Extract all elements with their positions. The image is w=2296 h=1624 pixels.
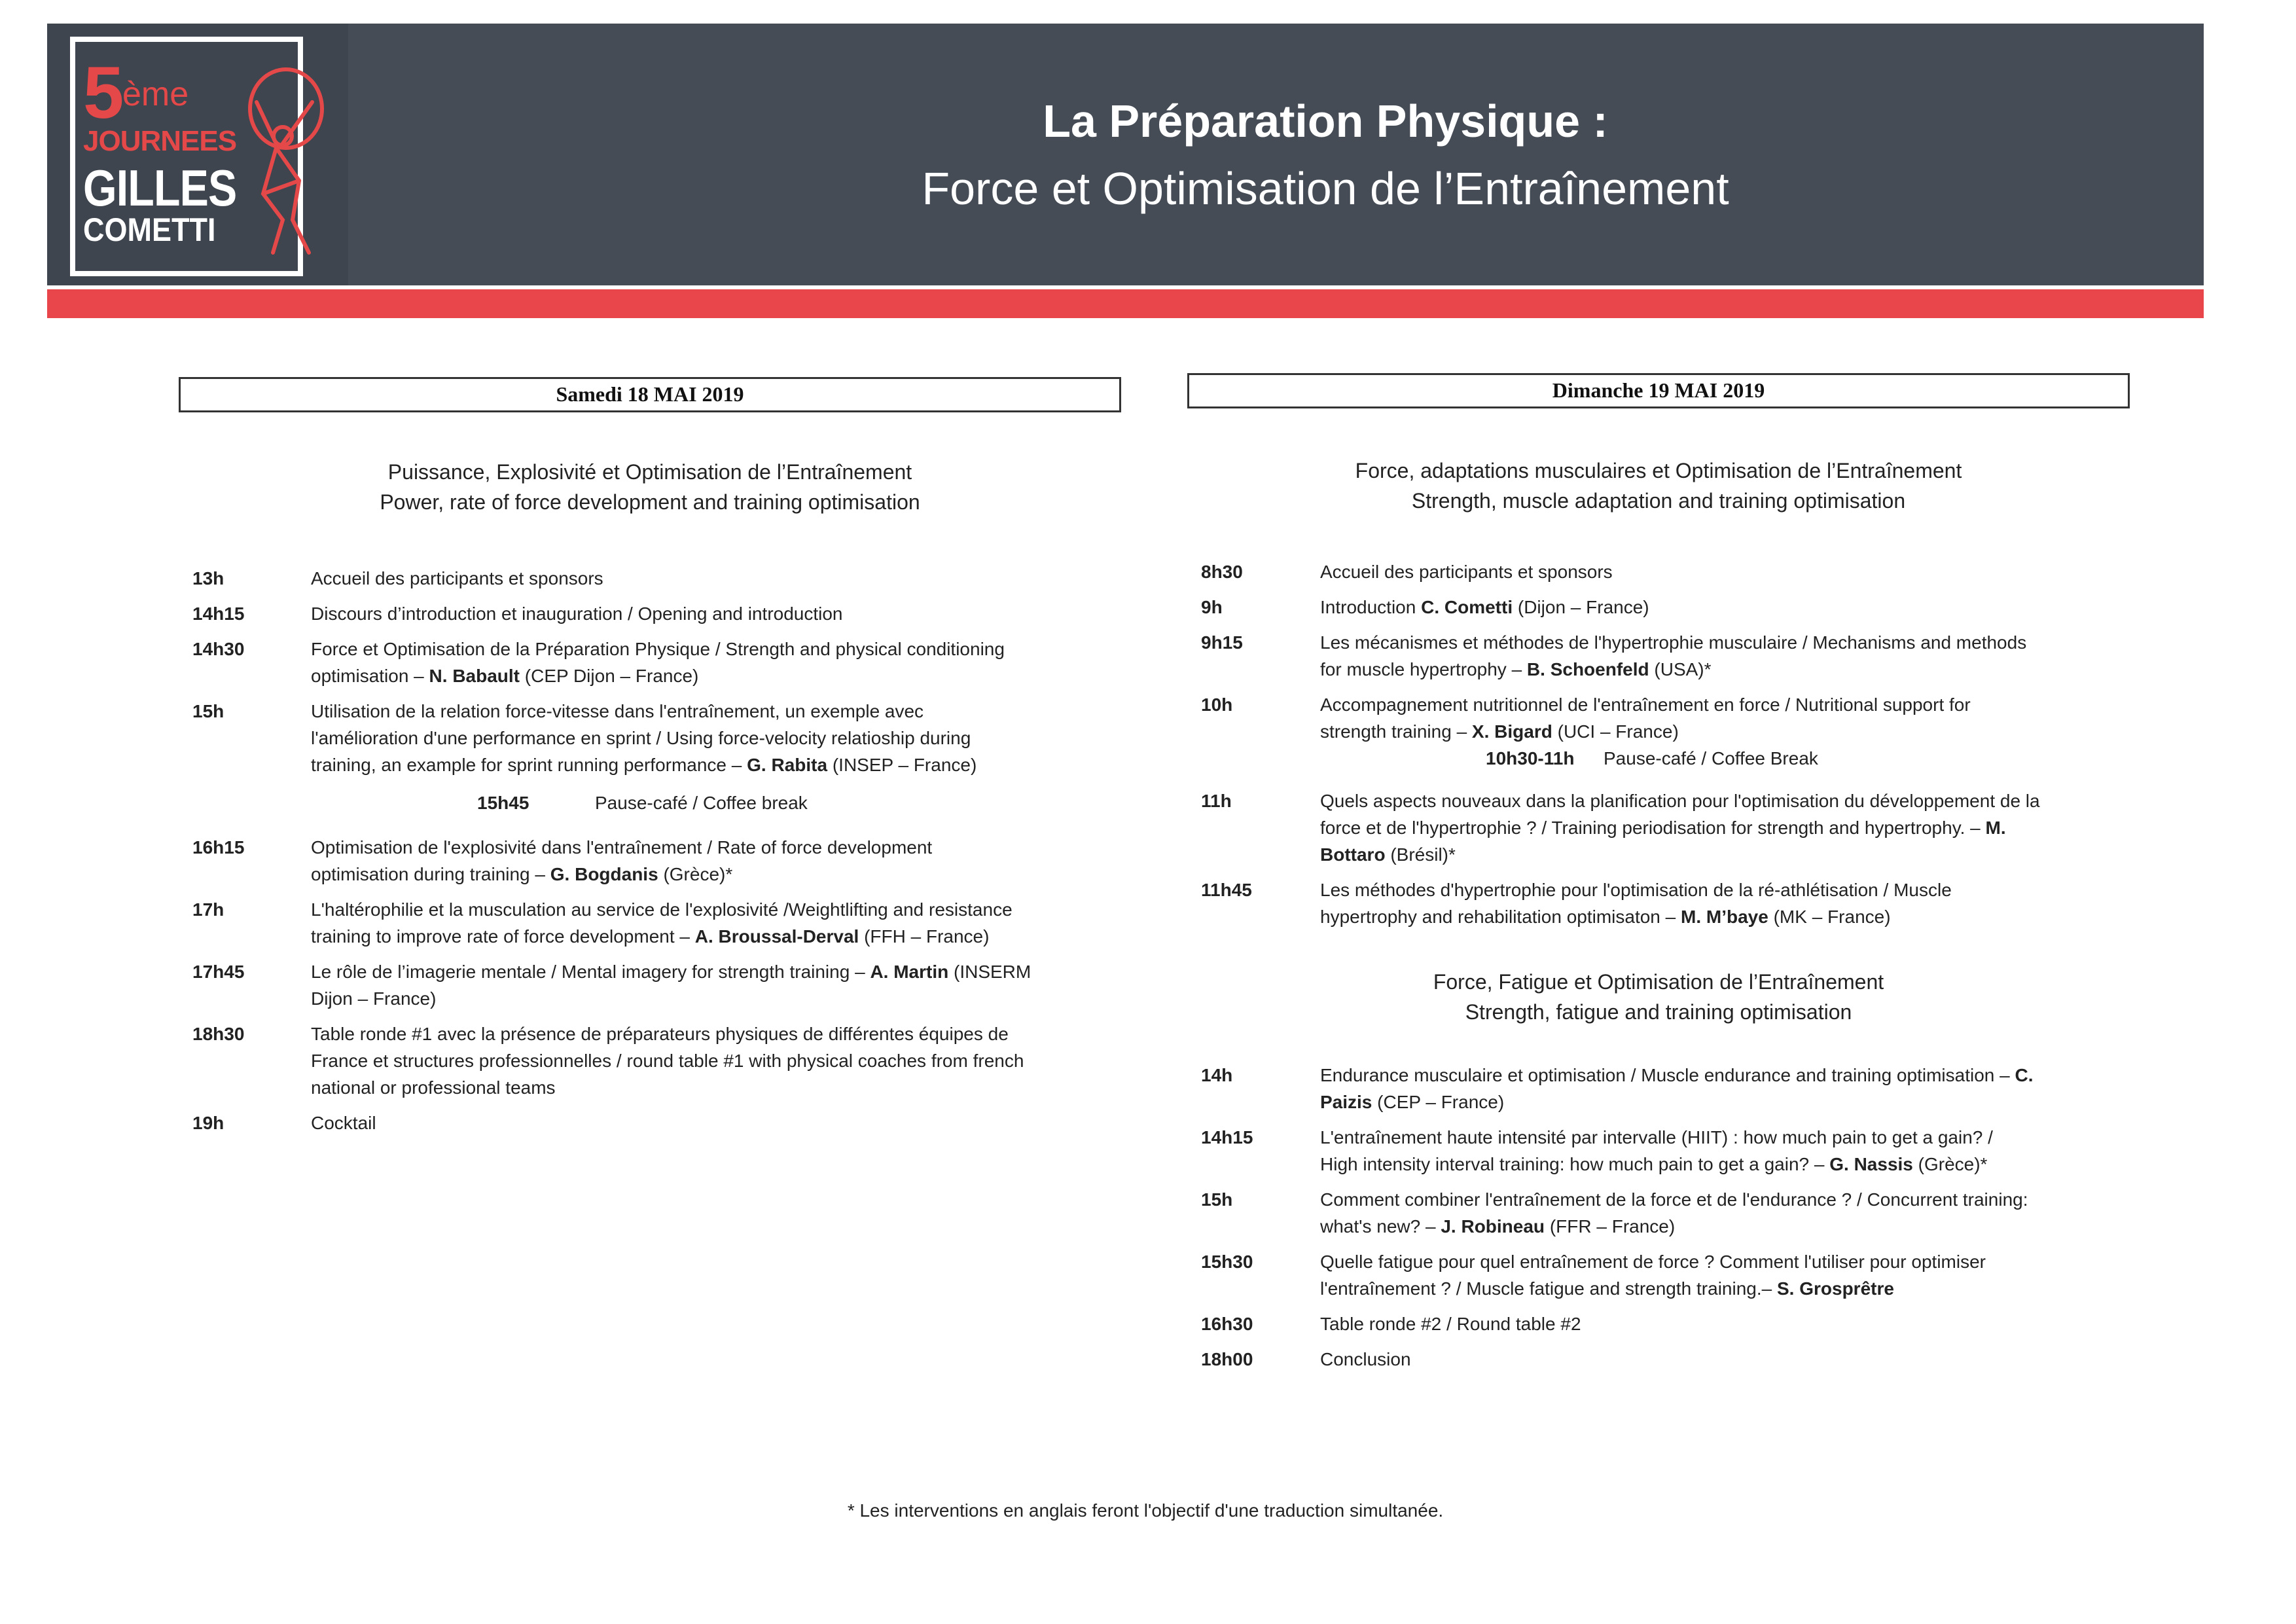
footnote: * Les interventions en anglais feront l'objectif d'une traduction simultanée. (847, 1500, 1444, 1521)
header-accent-bar (47, 289, 2204, 318)
schedule-description (311, 896, 1013, 950)
logo-suffix: ème (122, 75, 189, 113)
schedule-time: 10h (1201, 695, 1233, 715)
session-title-fr: Force, Fatigue et Optimisation de l’Entraînement (1433, 970, 1884, 994)
schedule-time: 9h (1201, 597, 1223, 617)
description-line: L'haltérophilie et la musculation au service de l'explosivité /Weightlifting and resistance (311, 899, 1013, 920)
schedule-time: 9h15 (1201, 632, 1243, 653)
description-line: High intensity interval training: how much pain to get a gain? – G. Nassis (Grèce)* (1320, 1154, 1988, 1174)
description-line: training to improve rate of force development – A. Broussal-Derval (FFH – France) (311, 926, 990, 947)
session-title-fr: Force, adaptations musculaires et Optimisation de l’Entraînement (1355, 459, 1962, 482)
schedule-description (311, 636, 1005, 689)
description-line: Discours d’introduction et inauguration / Opening and introduction (311, 604, 843, 624)
session-title-fr: Puissance, Explosivité et Optimisation de l’Entraînement (387, 460, 912, 484)
schedule-description (1320, 1248, 1986, 1302)
speaker-name: A. Martin (870, 962, 949, 982)
session-title-en: Strength, fatigue and training optimisation (1465, 1000, 1852, 1024)
session-title (1187, 456, 2130, 516)
logo-line3: COMETTI (83, 211, 216, 248)
schedule-description (311, 698, 977, 778)
speaker-name: X. Bigard (1471, 721, 1552, 742)
schedule-time: 19h (192, 1113, 224, 1133)
description-line: Comment combiner l'entraînement de la force et de l'endurance ? / Concurrent training: (1320, 1189, 2028, 1210)
description-line: Accompagnement nutritionnel de l'entraînement en force / Nutritional support for (1320, 695, 1971, 715)
description-line: Bottaro (Brésil)* (1320, 844, 1456, 865)
schedule-description (1320, 1062, 2033, 1115)
schedule-time: 8h30 (1201, 562, 1243, 582)
schedule-time: 16h30 (1201, 1314, 1253, 1334)
event-logo (47, 24, 348, 285)
schedule-description (311, 958, 1031, 1012)
description-line: l'amélioration d'une performance en sprint / Using force-velocity relatioship during (311, 728, 971, 748)
logo-line2: GILLES (83, 159, 237, 217)
schedule-description (1320, 876, 1952, 930)
description-line: Introduction C. Cometti (Dijon – France) (1320, 597, 1649, 617)
speaker-name: C. Cometti (1421, 597, 1513, 617)
description-line: optimisation – N. Babault (CEP Dijon – France) (311, 666, 699, 686)
weightlifter-figure-icon (237, 63, 335, 259)
speaker-name: G. Bogdanis (550, 864, 658, 884)
session-title (179, 457, 1121, 517)
description-line: Les méthodes d'hypertrophie pour l'optimisation de la ré-athlétisation / Muscle (1320, 880, 1952, 900)
day-header-sunday: Dimanche 19 MAI 2019 (1187, 373, 2130, 408)
description-line: Table ronde #1 avec la présence de préparateurs physiques de différentes équipes de (311, 1024, 1009, 1044)
description-line: L'entraînement haute intensité par intervalle (HIIT) : how much pain to get a gain? / (1320, 1127, 1993, 1147)
description-line: hypertrophy and rehabilitation optimisaton – M. M’baye (MK – France) (1320, 907, 1891, 927)
schedule-time: 15h (1201, 1189, 1233, 1210)
schedule-time: 14h15 (192, 604, 245, 624)
description-line: l'entraînement ? / Muscle fatigue and strength training.– S. Grosprêtre (1320, 1278, 1894, 1299)
coffee-break (477, 789, 808, 816)
day-header-saturday: Samedi 18 MAI 2019 (179, 377, 1121, 412)
schedule-description (1320, 594, 1649, 621)
description-line: Cocktail (311, 1113, 376, 1133)
speaker-name: B. Schoenfeld (1526, 659, 1649, 679)
speaker-name: M. M’baye (1681, 907, 1768, 927)
schedule-description (311, 1020, 1024, 1101)
page-subtitle: Force et Optimisation de l’Entraînement (922, 163, 1729, 214)
description-line: Endurance musculaire et optimisation / Muscle endurance and training optimisation – C. (1320, 1065, 2034, 1085)
logo-line1: JOURNEES (83, 125, 237, 157)
schedule-time: 15h30 (1201, 1252, 1253, 1272)
description-line: Conclusion (1320, 1349, 1411, 1369)
break-label: Pause-café / Coffee Break (1604, 748, 1818, 768)
description-line: Quelle fatigue pour quel entraînement de force ? Comment l'utiliser pour optimiser (1320, 1252, 1986, 1272)
break-label: Pause-café / Coffee break (595, 793, 808, 813)
schedule-time: 17h45 (192, 962, 245, 982)
schedule-description (1320, 787, 2040, 868)
schedule-time: 11h45 (1201, 880, 1252, 900)
session-title (1187, 967, 2130, 1027)
speaker-name: M. (1985, 818, 2006, 838)
schedule-time: 15h (192, 701, 224, 721)
schedule-time: 17h (192, 899, 224, 920)
session-title-en: Strength, muscle adaptation and training optimisation (1411, 489, 1906, 513)
description-line: optimisation during training – G. Bogdanis (Grèce)* (311, 864, 733, 884)
schedule-time: 14h15 (1201, 1127, 1253, 1147)
schedule-description (1320, 558, 1613, 585)
coffee-break (1486, 745, 1818, 772)
schedule-time: 14h (1201, 1065, 1233, 1085)
speaker-name: S. Grosprêtre (1776, 1278, 1894, 1299)
speaker-name: G. Rabita (747, 755, 828, 775)
description-line: training, an example for sprint running performance – G. Rabita (INSEP – France) (311, 755, 977, 775)
speaker-name: C. (2015, 1065, 2034, 1085)
description-line: Utilisation de la relation force-vitesse dans l'entraînement, un exemple avec (311, 701, 924, 721)
schedule-description (311, 834, 932, 888)
header-banner (47, 24, 2204, 285)
schedule-description (311, 600, 843, 627)
schedule-description (1320, 1124, 1993, 1178)
schedule-description (1320, 691, 1971, 745)
description-line: Accueil des participants et sponsors (311, 568, 603, 588)
schedule-description (311, 565, 603, 592)
description-line: for muscle hypertrophy – B. Schoenfeld (USA)* (1320, 659, 1712, 679)
description-line: Force et Optimisation de la Préparation Physique / Strength and physical conditioning (311, 639, 1005, 659)
description-line: Optimisation de l'explosivité dans l'entraînement / Rate of force development (311, 837, 933, 857)
description-line: Paizis (CEP – France) (1320, 1092, 1505, 1112)
speaker-name: G. Nassis (1829, 1154, 1913, 1174)
description-line: what's new? – J. Robineau (FFR – France) (1320, 1216, 1676, 1236)
break-time: 15h45 (477, 793, 529, 813)
speaker-name: Paizis (1320, 1092, 1372, 1112)
session-title-en: Power, rate of force development and training optimisation (380, 490, 920, 514)
schedule-description (1320, 629, 2026, 683)
speaker-name: N. Babault (429, 666, 520, 686)
speaker-name: Bottaro (1320, 844, 1386, 865)
schedule-time: 18h00 (1201, 1349, 1253, 1369)
schedule-time: 18h30 (192, 1024, 245, 1044)
description-line: Accueil des participants et sponsors (1320, 562, 1613, 582)
description-line: national or professional teams (311, 1077, 556, 1098)
description-line: force et de l'hypertrophie ? / Training periodisation for strength and hypertrophy. – M. (1320, 818, 2006, 838)
schedule-time: 16h15 (192, 837, 245, 857)
schedule-time: 11h (1201, 791, 1232, 811)
description-line: Les mécanismes et méthodes de l'hypertrophie musculaire / Mechanisms and methods (1320, 632, 2027, 653)
description-line: strength training – X. Bigard (UCI – France) (1320, 721, 1679, 742)
schedule-description (1320, 1346, 1411, 1373)
speaker-name: A. Broussal-Derval (694, 926, 859, 947)
description-line: Quels aspects nouveaux dans la planification pour l'optimisation du développement de la (1320, 791, 2040, 811)
schedule-description (311, 1110, 376, 1136)
schedule-description (1320, 1186, 2028, 1240)
description-line: Dijon – France) (311, 988, 437, 1009)
description-line: Le rôle de l’imagerie mentale / Mental imagery for strength training – A. Martin (INSERM (311, 962, 1031, 982)
break-time: 10h30-11h (1486, 748, 1575, 768)
speaker-name: J. Robineau (1441, 1216, 1545, 1236)
description-line: Table ronde #2 / Round table #2 (1320, 1314, 1581, 1334)
schedule-description (1320, 1310, 1581, 1337)
page-title: La Préparation Physique : (1043, 96, 1608, 147)
schedule-time: 13h (192, 568, 224, 588)
logo-number: 5 (83, 52, 124, 134)
schedule-time: 14h30 (192, 639, 245, 659)
description-line: France et structures professionnelles / round table #1 with physical coaches from french (311, 1051, 1024, 1071)
